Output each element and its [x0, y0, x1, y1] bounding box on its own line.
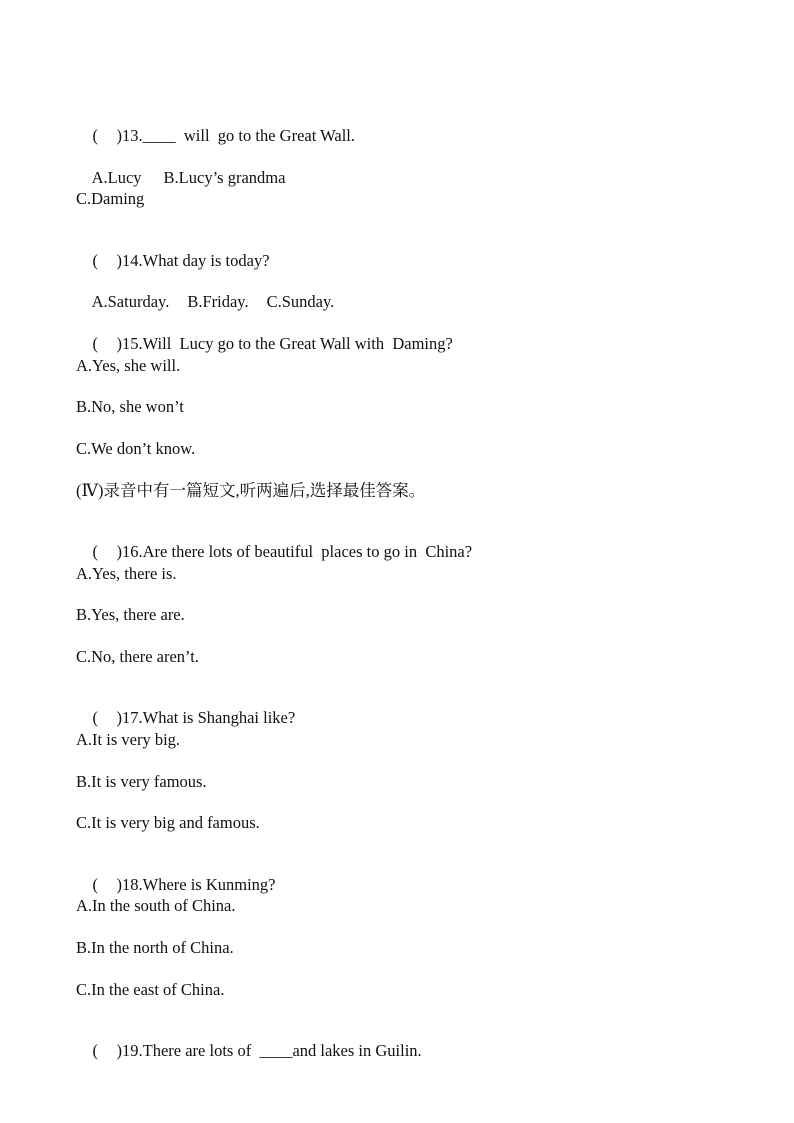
question-17-option-c: C.It is very big and famous.: [76, 813, 260, 832]
question-17-option-a: A.It is very big.: [76, 730, 181, 749]
question-18-option-c: C.In the east of China.: [76, 980, 225, 999]
answer-paren: (: [92, 1041, 98, 1060]
question-text: )19.There are lots of ____and lakes in Guilin.: [116, 1041, 422, 1060]
option-b: B.Friday.: [187, 292, 249, 311]
question-16-option-b: B.Yes, there are.: [76, 605, 185, 624]
option-c: C.Sunday.: [266, 292, 335, 311]
answer-paren: (: [92, 126, 98, 145]
option-a: A.Lucy: [91, 168, 142, 187]
question-15-option-b: B.No, she won’t: [76, 397, 184, 416]
question-16-option-a: A.Yes, there is.: [76, 564, 177, 583]
question-18-option-a: A.In the south of China.: [76, 896, 236, 915]
question-text: )14.What day is today?: [116, 251, 270, 270]
question-text: )16.Are there lots of beautiful places to go in China?: [116, 542, 473, 561]
answer-paren: (: [92, 708, 98, 727]
question-17-option-b: B.It is very famous.: [76, 772, 207, 791]
question-18-option-b: B.In the north of China.: [76, 938, 234, 957]
question-text: )15.Will Lucy go to the Great Wall with Daming?: [116, 334, 453, 353]
section-iv-heading: (Ⅳ)录音中有一篇短文,听两遍后,选择最佳答案。: [76, 481, 426, 500]
question-15-option-a: A.Yes, she will.: [76, 356, 181, 375]
option-a: A.Saturday.: [91, 292, 170, 311]
answer-paren: (: [92, 334, 98, 353]
answer-paren: (: [92, 251, 98, 270]
question-text: )17.What is Shanghai like?: [116, 708, 296, 727]
answer-paren: (: [92, 875, 98, 894]
question-13-option-c: C.Daming: [76, 189, 145, 208]
question-text: )13.____ will go to the Great Wall.: [116, 126, 355, 145]
question-15-option-c: C.We don’t know.: [76, 439, 196, 458]
option-b: B.Lucy’s grandma: [163, 168, 286, 187]
question-text: )18.Where is Kunming?: [116, 875, 276, 894]
question-19: [76, 1021, 422, 1081]
answer-paren: (: [92, 542, 98, 561]
question-16-option-c: C.No, there aren’t.: [76, 647, 199, 666]
